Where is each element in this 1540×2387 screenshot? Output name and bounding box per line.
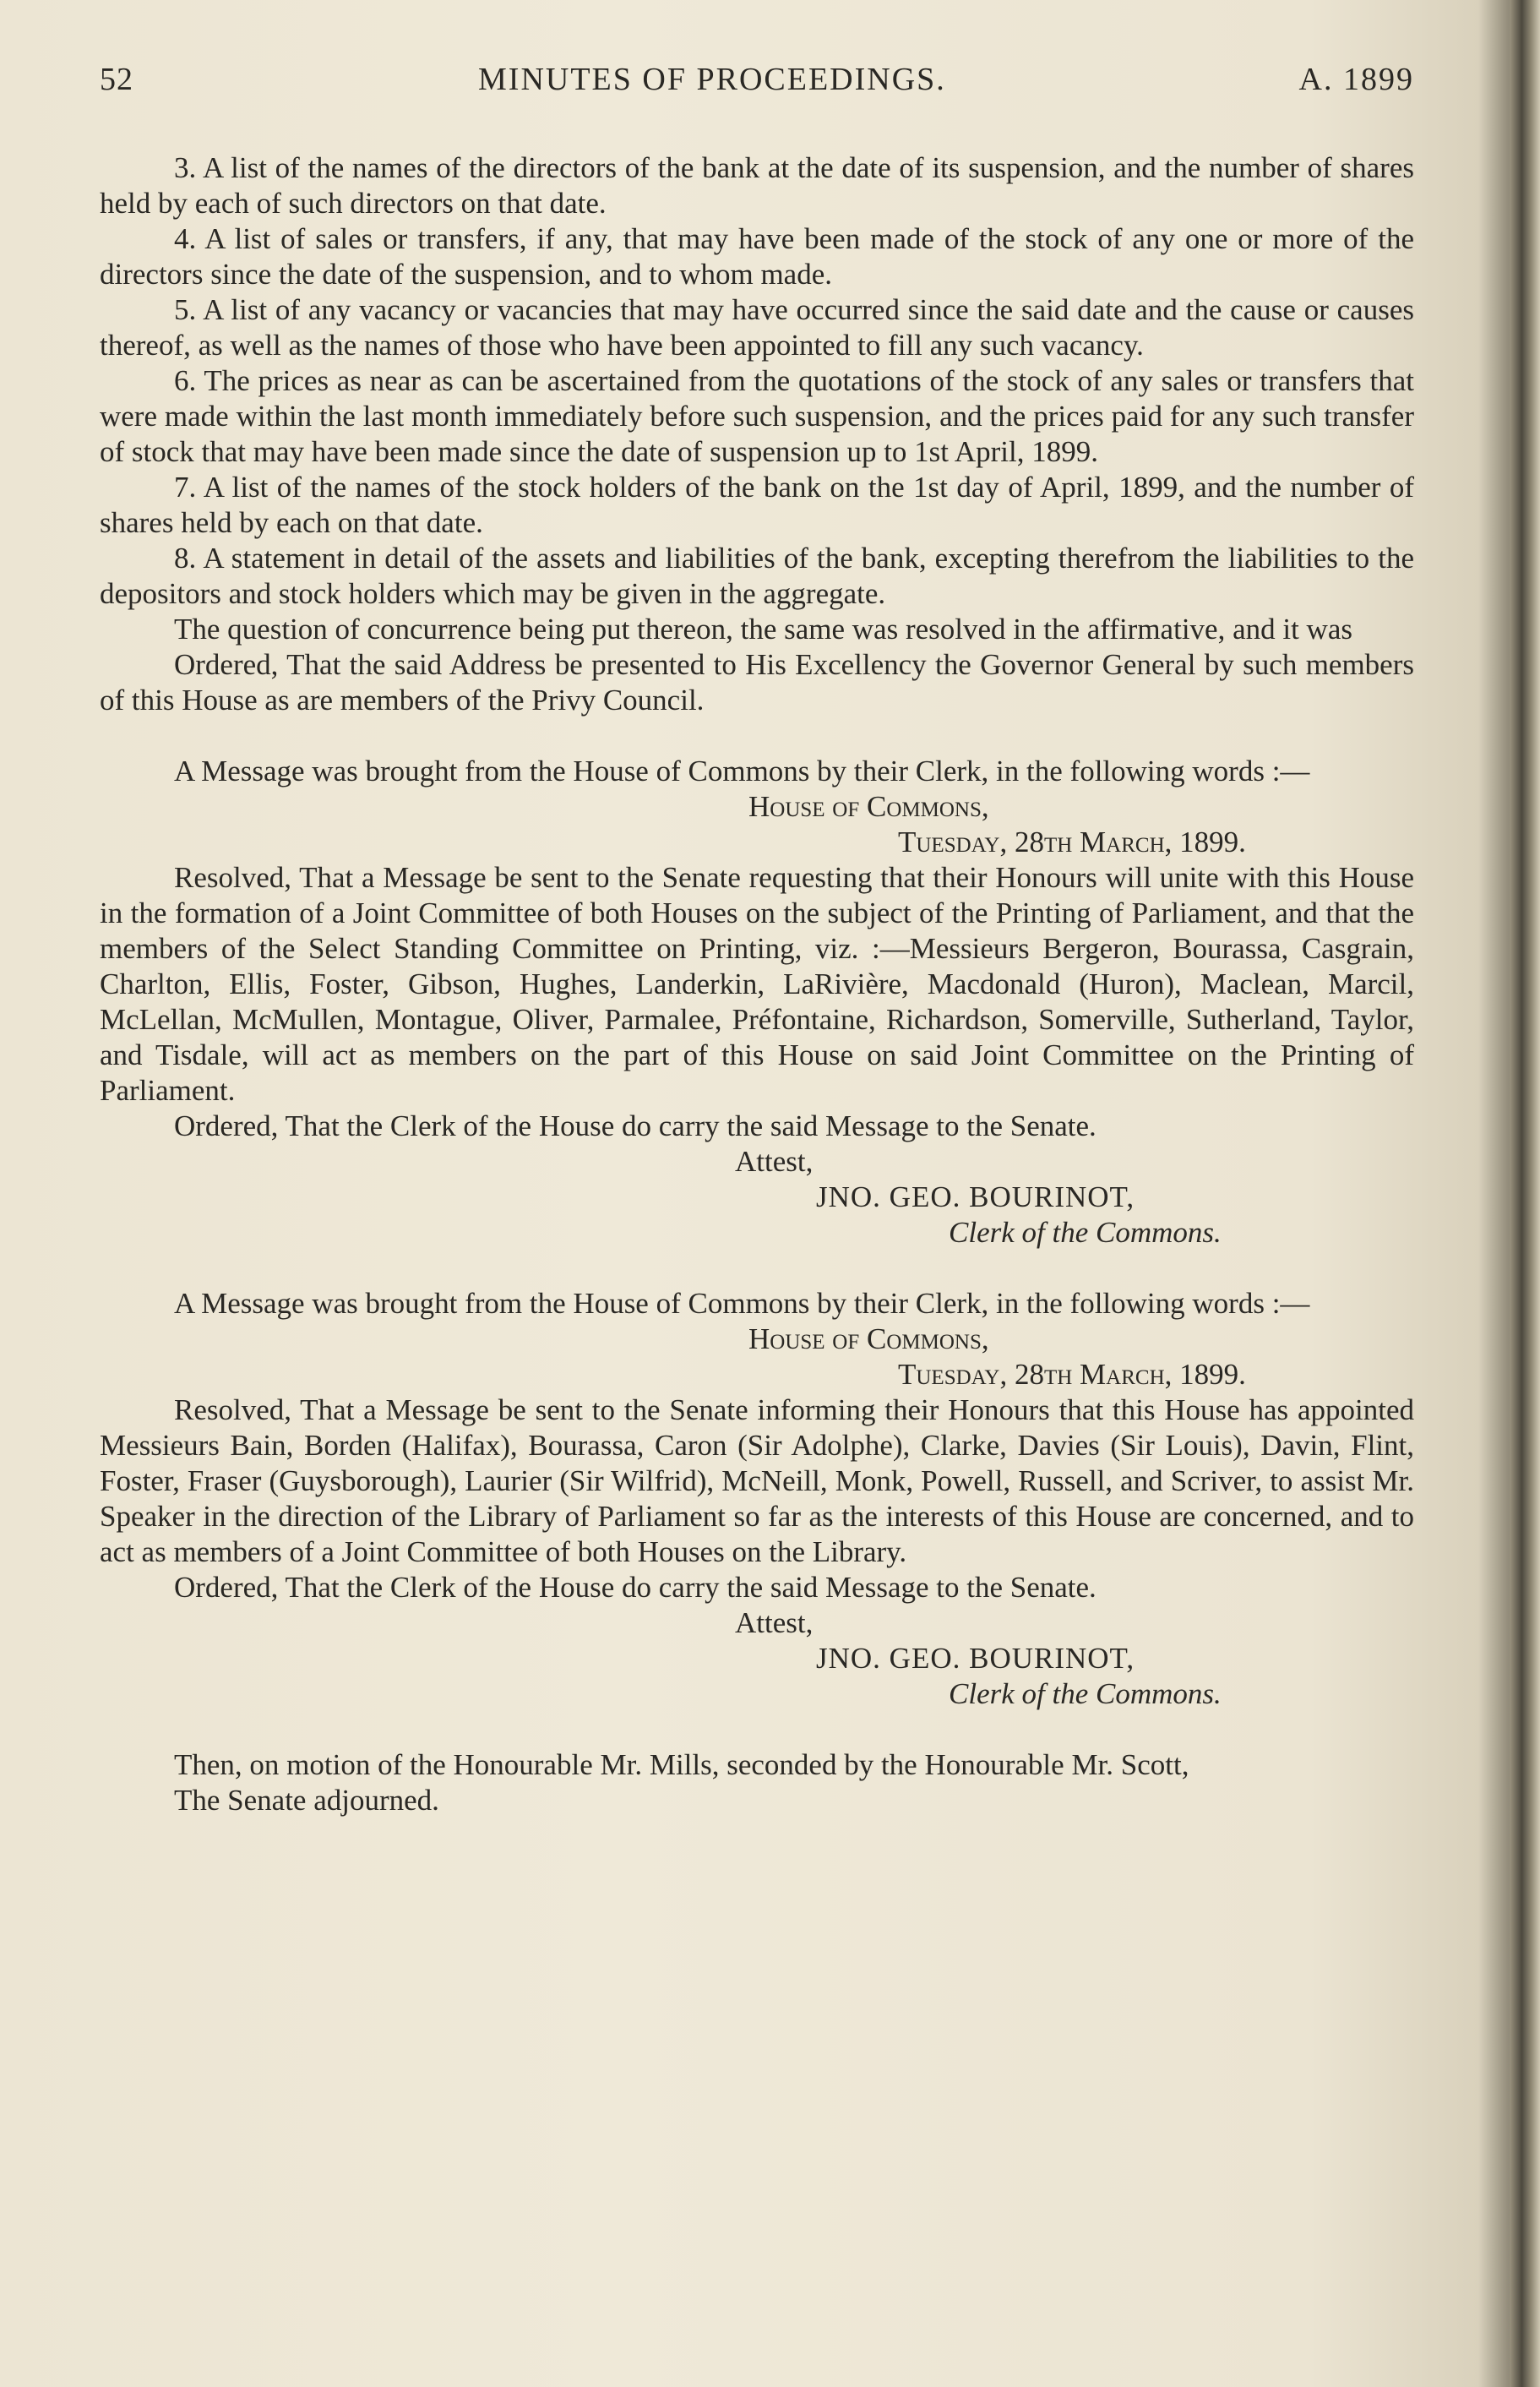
- clerk-signature: JNO. GEO. BOURINOT,: [816, 1180, 1135, 1213]
- concurrence-paragraph: The question of concurrence being put thereon, the same was resolved in the affirmative, and it was: [174, 613, 1352, 646]
- ordered-paragraph: Ordered, That the Clerk of the House do carry the said Message to the Senate.: [174, 1109, 1097, 1142]
- motion-paragraph: Then, on motion of the Honourable Mr. Mills, seconded by the Honourable Mr. Scott,: [174, 1748, 1189, 1781]
- page-number: 52: [100, 62, 133, 97]
- page-title: MINUTES OF PROCEEDINGS.: [478, 62, 946, 97]
- ordered-paragraph: Ordered, That the Clerk of the House do carry the said Message to the Senate.: [174, 1571, 1097, 1604]
- message-date: Tuesday, 28th March, 1899.: [898, 1358, 1246, 1391]
- running-header: [100, 61, 1414, 103]
- list-item: 6. The prices as near as can be ascertained from the quotations of the stock of any sales or transfers that were made within the last month immediately before such suspension, and the prices paid for any such transfer of stock that may have been made since the date of suspension up to 1st April, 1899.: [100, 364, 1414, 468]
- list-item: 7. A list of the names of the stock holders of the bank on the 1st day of April, 1899, and the number of shares held by each on that date.: [100, 471, 1414, 539]
- attest-line: Attest,: [735, 1606, 814, 1639]
- adjournment-line: The Senate adjourned.: [174, 1784, 439, 1817]
- list-item: 4. A list of sales or transfers, if any, that may have been made of the stock of any one or more of the directors since the date of the suspension, and to whom made.: [100, 222, 1414, 291]
- attest-line: Attest,: [735, 1145, 814, 1178]
- message-house: House of Commons,: [748, 1322, 989, 1355]
- list-item: 5. A list of any vacancy or vacancies that may have occurred since the said date and the cause or causes thereof, as well as the names of those who have been appointed to fill any such vacancy.: [100, 293, 1414, 362]
- ordered-address-paragraph: Ordered, That the said Address be presented to His Excellency the Governor General by such members of this House as are members of the Privy Council.: [100, 648, 1414, 717]
- message-intro: A Message was brought from the House of Commons by their Clerk, in the following words :—: [174, 755, 1310, 787]
- list-item: 3. A list of the names of the directors of the bank at the date of its suspension, and the number of shares held by each of such directors on that date.: [100, 151, 1414, 220]
- resolved-paragraph: Resolved, That a Message be sent to the Senate requesting that their Honours will unite with this House in the formation of a Joint Committee of both Houses on the subject of the Printing of Parliament, and that the members of the Select Standing Committee on Printing, viz. :—Messieurs Bergeron, Bourassa, Casgrain, Charlton, Ellis, Foster, Gibson, Hughes, Landerkin, LaRivière, Macdonald (Huron), Maclean, Marcil, McLellan, McMullen, Montague, Oliver, Parmalee, Préfontaine, Richardson, Somerville, Sutherland, Taylor, and Tisdale, will act as members on the part of this House on said Joint Committee on the Printing of Parliament.: [100, 861, 1414, 1107]
- session-year: A. 1899: [1298, 62, 1414, 97]
- book-gutter: [1510, 0, 1540, 2387]
- message-date: Tuesday, 28th March, 1899.: [898, 826, 1246, 858]
- clerk-signature: JNO. GEO. BOURINOT,: [816, 1642, 1135, 1675]
- message-intro: A Message was brought from the House of Commons by their Clerk, in the following words :—: [174, 1287, 1310, 1320]
- list-item: 8. A statement in detail of the assets and liabilities of the bank, excepting therefrom the liabilities to the depositors and stock holders which may be given in the aggregate.: [100, 542, 1414, 610]
- clerk-role: Clerk of the Commons.: [949, 1677, 1222, 1710]
- page-body: [100, 150, 1414, 1818]
- clerk-role: Clerk of the Commons.: [949, 1216, 1222, 1249]
- message-house: House of Commons,: [748, 790, 989, 823]
- resolved-paragraph: Resolved, That a Message be sent to the Senate informing their Honours that this House has appointed Messieurs Bain, Borden (Halifax), Bourassa, Caron (Sir Adolphe), Clarke, Davies (Sir Louis), Davin, Flint, Foster, Fraser (Guysborough), Laurier (Sir Wilfrid), McNeill, Monk, Powell, Russell, and Scriver, to assist Mr. Speaker in the direction of the Library of Parliament so far as the interests of this House are concerned, and to act as members of a Joint Committee of both Houses on the Library.: [100, 1393, 1414, 1568]
